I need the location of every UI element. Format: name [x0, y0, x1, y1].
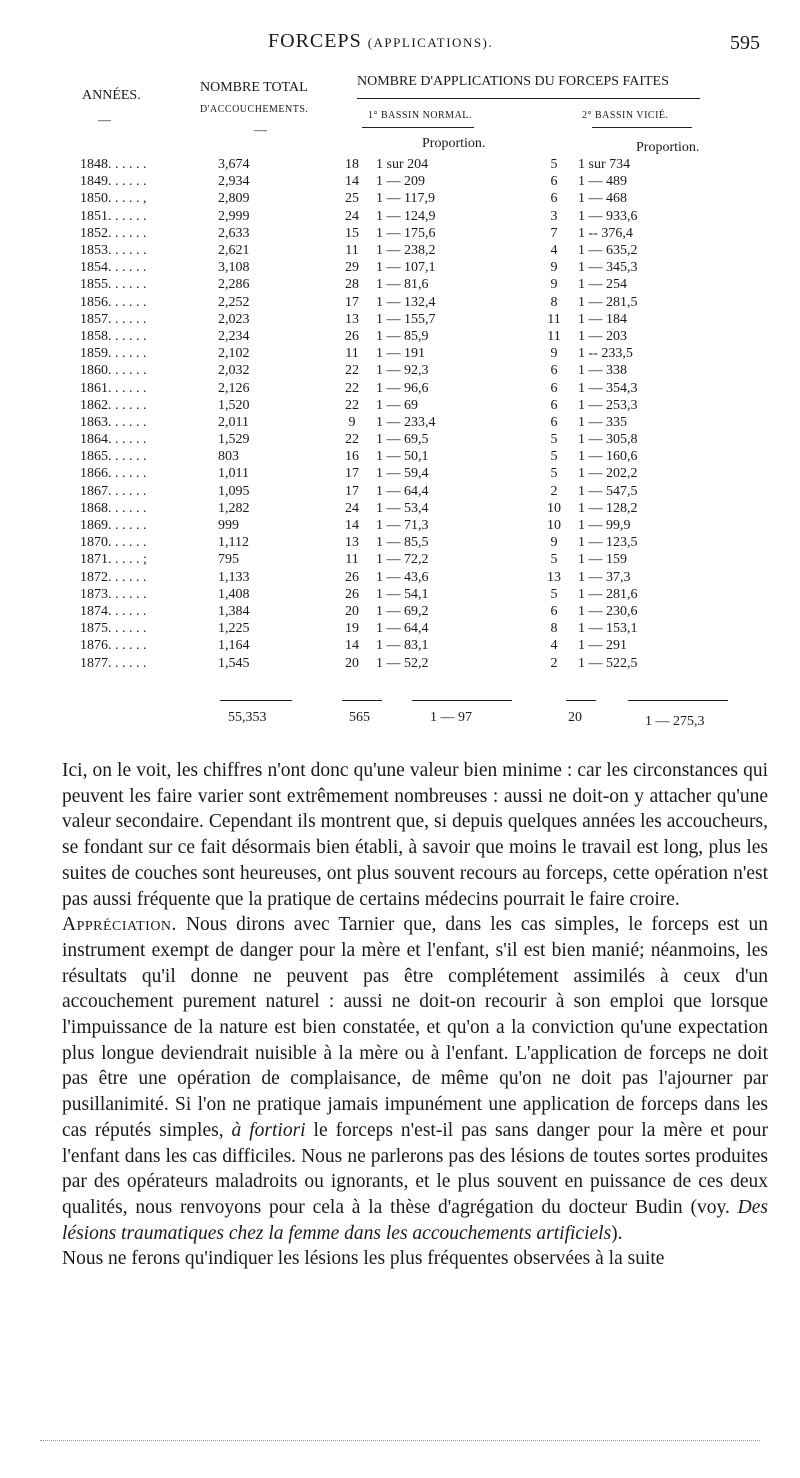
row-year: 1873. . . . . . [80, 586, 147, 602]
total-accouchements: 55,353 [228, 710, 267, 725]
row-total: 2,621 [218, 243, 250, 259]
row-normal-count: 22 [345, 363, 359, 379]
row-vicie-count: 11 [547, 328, 561, 344]
row-normal-count: 20 [345, 655, 359, 671]
paragraph-1 [62, 758, 768, 912]
row-vicie-count: 9 [550, 277, 558, 293]
table-row [80, 569, 688, 586]
total-rule-4 [566, 700, 596, 701]
table-row [80, 156, 688, 173]
row-total: 2,102 [218, 346, 250, 362]
row-total: 1,011 [218, 466, 249, 482]
row-normal-count: 25 [345, 191, 359, 207]
row-year: 1869. . . . . . [80, 518, 147, 534]
row-total: 803 [218, 449, 239, 465]
col-annees-label: ANNÉES. [82, 88, 141, 103]
row-normal-proportion: 1 — 233,4 [376, 414, 436, 430]
col-annees-dash: — [98, 112, 111, 127]
row-vicie-proportion: 1 — 254 [578, 277, 627, 293]
row-total: 2,809 [218, 191, 250, 207]
row-total: 1,384 [218, 603, 250, 619]
row-year: 1860. . . . . . [80, 363, 147, 379]
row-vicie-proportion: 1 — 230,6 [578, 603, 638, 619]
row-total: 795 [218, 552, 239, 568]
row-normal-count: 17 [345, 294, 359, 310]
row-normal-proportion: 1 — 238,2 [376, 243, 436, 259]
row-vicie-count: 10 [547, 500, 561, 516]
row-vicie-count: 6 [550, 174, 558, 190]
row-normal-count: 22 [345, 432, 359, 448]
row-vicie-proportion: 1 — 253,3 [578, 397, 638, 413]
running-head [0, 30, 800, 60]
row-year: 1850. . . . . , [80, 191, 147, 207]
row-normal-count: 28 [345, 277, 359, 293]
table-row [80, 208, 688, 225]
row-normal-count: 13 [345, 535, 359, 551]
table-row [80, 414, 688, 431]
row-normal-proportion: 1 — 209 [376, 174, 425, 190]
row-vicie-count: 5 [550, 449, 558, 465]
page-number: 595 [730, 32, 760, 54]
row-normal-proportion: 1 — 64,4 [376, 621, 429, 637]
row-normal-proportion: 1 — 132,4 [376, 294, 436, 310]
row-vicie-proportion: 1 -- 233,5 [578, 346, 633, 362]
total-normal-count: 565 [349, 710, 370, 725]
row-year: 1875. . . . . . [80, 621, 147, 637]
row-vicie-count: 5 [550, 586, 558, 602]
row-normal-proportion: 1 — 69,2 [376, 603, 429, 619]
table-row [80, 654, 688, 671]
table-row [80, 242, 688, 259]
table-body [80, 156, 688, 672]
row-normal-count: 17 [345, 466, 359, 482]
row-normal-count: 11 [345, 243, 359, 259]
row-vicie-proportion: 1 — 635,2 [578, 243, 638, 259]
row-vicie-proportion: 1 — 203 [578, 328, 627, 344]
table-row [80, 190, 688, 207]
row-normal-proportion: 1 — 72,2 [376, 552, 429, 568]
table-row [80, 534, 688, 551]
paragraph-1-text: Ici, on le voit, les chiffres n'ont donc qu'une valeur bien minime : car les circonstances qui peuvent les faire varier sont extrêmement nombreuses : aussi ne doit-on y attacher qu'une valeur secondaire. Cependant ils montrent que, si depuis quelques années les accoucheurs, se fondant sur ce fait désormais bien établi, à savoir que moins le travail est long, plus les suites de couches sont heureuses, ont plus souvent recours au forceps, cette opération n'est pas aussi fréquente que la pratique de certains médecins pourrait le faire croire. [62, 760, 768, 910]
total-normal-proportion: 1 — 97 [430, 710, 472, 725]
row-vicie-proportion: 1 — 305,8 [578, 432, 638, 448]
table-row [80, 620, 688, 637]
row-normal-proportion: 1 — 85,5 [376, 535, 429, 551]
row-year: 1863. . . . . . [80, 414, 147, 430]
row-vicie-count: 6 [550, 363, 558, 379]
row-vicie-count: 2 [550, 483, 558, 499]
row-vicie-proportion: 1 — 547,5 [578, 483, 638, 499]
row-normal-proportion: 1 — 69 [376, 397, 418, 413]
row-total: 2,023 [218, 311, 250, 327]
row-vicie-proportion: 1 sur 734 [578, 157, 631, 173]
row-vicie-proportion: 1 -- 376,4 [578, 225, 633, 241]
row-total: 3,108 [218, 260, 250, 276]
row-normal-proportion: 1 — 54,1 [376, 586, 429, 602]
row-vicie-count: 8 [550, 294, 558, 310]
table-row [80, 483, 688, 500]
paragraph-3-text: Nous ne ferons qu'indiquer les lésions les plus fréquentes observées à la suite [62, 1248, 665, 1270]
total-vicie-proportion: 1 — 275,3 [645, 714, 705, 729]
row-year: 1849. . . . . . [80, 174, 147, 190]
row-year: 1848. . . . . . [80, 157, 147, 173]
row-year: 1852. . . . . . [80, 225, 147, 241]
row-vicie-proportion: 1 — 335 [578, 414, 627, 430]
row-total: 2,252 [218, 294, 250, 310]
row-vicie-count: 6 [550, 414, 558, 430]
table-row [80, 173, 688, 190]
paragraph-2-text-c: ). [611, 1222, 623, 1244]
table-row [80, 311, 688, 328]
row-total: 1,408 [218, 586, 250, 602]
col-group-label: NOMBRE D'APPLICATIONS DU FORCEPS FAITES [357, 74, 669, 89]
row-normal-count: 14 [345, 638, 359, 654]
table-row [80, 500, 688, 517]
row-normal-count: 16 [345, 449, 359, 465]
row-total: 1,282 [218, 500, 250, 516]
row-vicie-proportion: 1 — 281,6 [578, 586, 638, 602]
row-normal-count: 17 [345, 483, 359, 499]
bottom-bleed-line [40, 1440, 760, 1441]
sub1-label: 1° BASSIN NORMAL. [368, 110, 472, 121]
row-vicie-count: 5 [550, 552, 558, 568]
row-vicie-count: 4 [550, 638, 558, 654]
row-normal-count: 11 [345, 552, 359, 568]
table-row [80, 276, 688, 293]
table-row [80, 465, 688, 482]
row-vicie-count: 13 [547, 569, 561, 585]
row-vicie-count: 9 [550, 260, 558, 276]
row-normal-count: 22 [345, 380, 359, 396]
row-total: 1,164 [218, 638, 250, 654]
row-vicie-proportion: 1 — 354,3 [578, 380, 638, 396]
row-total: 2,011 [218, 414, 249, 430]
row-vicie-count: 5 [550, 432, 558, 448]
row-year: 1853. . . . . . [80, 243, 147, 259]
row-vicie-count: 6 [550, 603, 558, 619]
row-vicie-count: 9 [550, 346, 558, 362]
row-total: 2,032 [218, 363, 250, 379]
row-total: 2,286 [218, 277, 250, 293]
row-normal-count: 18 [345, 157, 359, 173]
row-vicie-proportion: 1 — 160,6 [578, 449, 638, 465]
row-normal-count: 26 [345, 328, 359, 344]
row-total: 2,934 [218, 174, 250, 190]
row-normal-count: 15 [345, 225, 359, 241]
running-head-title-main: FORCEPS [268, 30, 362, 52]
row-normal-proportion: 1 — 52,2 [376, 655, 429, 671]
row-year: 1867. . . . . . [80, 483, 147, 499]
row-normal-count: 26 [345, 586, 359, 602]
row-normal-proportion: 1 — 64,4 [376, 483, 429, 499]
table-row [80, 431, 688, 448]
row-vicie-proportion: 1 — 128,2 [578, 500, 638, 516]
row-normal-proportion: 1 — 92,3 [376, 363, 429, 379]
sub1-rule [362, 127, 474, 128]
row-vicie-proportion: 1 — 99,9 [578, 518, 631, 534]
running-head-title [268, 30, 493, 53]
row-normal-proportion: 1 — 96,6 [376, 380, 429, 396]
row-normal-proportion: 1 — 59,4 [376, 466, 429, 482]
sub2-rule [592, 127, 692, 128]
row-total: 1,529 [218, 432, 250, 448]
total-rule-3 [412, 700, 512, 701]
row-vicie-count: 11 [547, 311, 561, 327]
row-normal-proportion: 1 — 83,1 [376, 638, 429, 654]
table-header [0, 70, 800, 160]
row-normal-proportion: 1 — 50,1 [376, 449, 429, 465]
row-year: 1876. . . . . . [80, 638, 147, 654]
row-normal-proportion: 1 — 191 [376, 346, 425, 362]
row-normal-count: 13 [345, 311, 359, 327]
row-vicie-proportion: 1 — 291 [578, 638, 627, 654]
row-vicie-proportion: 1 — 338 [578, 363, 627, 379]
table-row [80, 517, 688, 534]
row-year: 1855. . . . . . [80, 277, 147, 293]
row-total: 1,112 [218, 535, 249, 551]
row-vicie-proportion: 1 — 37,3 [578, 569, 631, 585]
total-rule-5 [628, 700, 728, 701]
row-total: 2,234 [218, 328, 250, 344]
row-normal-proportion: 1 — 124,9 [376, 208, 436, 224]
col-total-label-2: D'ACCOUCHEMENTS. [200, 104, 309, 115]
row-vicie-count: 6 [550, 191, 558, 207]
table-row [80, 379, 688, 396]
total-rule-1 [220, 700, 292, 701]
row-normal-proportion: 1 — 175,6 [376, 225, 436, 241]
row-normal-count: 11 [345, 346, 359, 362]
row-year: 1859. . . . . . [80, 346, 147, 362]
row-normal-proportion: 1 — 81,6 [376, 277, 429, 293]
row-year: 1868. . . . . . [80, 500, 147, 516]
row-vicie-count: 3 [550, 208, 558, 224]
row-year: 1854. . . . . . [80, 260, 147, 276]
row-total: 1,225 [218, 621, 250, 637]
row-vicie-count: 10 [547, 518, 561, 534]
row-normal-proportion: 1 — 107,1 [376, 260, 436, 276]
row-total: 2,999 [218, 208, 250, 224]
row-normal-proportion: 1 — 53,4 [376, 500, 429, 516]
paragraph-2-text-a: Nous dirons avec Tarnier que, dans les cas simples, le forceps est un instrument exempt de danger pour la mère et l'enfant, s'il est bien manié; néanmoins, les résultats qu'il donne ne peuvent pas être complétement assimilés à ceux d'un accouchement purement naturel : aussi ne doit-on recourir à son emploi que lorsque l'impuissance de la nature est bien constatée, et qu'on a la conviction qu'une expectation plus longue deviendrait nuisible à la mère ou à l'enfant. L'application de forceps ne doit pas être une opération de complaisance, de même qu'on ne doit pas l'ajourner par pusillanimité. Si l'on ne pratique jamais impunément une application de forceps dans les cas réputés simples, [62, 914, 768, 1141]
row-year: 1865. . . . . . [80, 449, 147, 465]
row-total: 2,633 [218, 225, 250, 241]
proportion1-label: Proportion. [422, 136, 486, 151]
row-vicie-proportion: 1 — 123,5 [578, 535, 638, 551]
row-total: 1,545 [218, 655, 250, 671]
body-text [62, 758, 768, 1272]
row-total: 999 [218, 518, 239, 534]
row-normal-proportion: 1 — 117,9 [376, 191, 435, 207]
table-row [80, 345, 688, 362]
row-year: 1872. . . . . . [80, 569, 147, 585]
table-row [80, 397, 688, 414]
table-row [80, 448, 688, 465]
row-vicie-proportion: 1 — 281,5 [578, 294, 638, 310]
row-total: 1,095 [218, 483, 250, 499]
table-row [80, 294, 688, 311]
row-year: 1871. . . . . ; [80, 552, 147, 568]
total-rule-2 [342, 700, 382, 701]
row-year: 1857. . . . . . [80, 311, 147, 327]
row-normal-count: 19 [345, 621, 359, 637]
row-normal-count: 26 [345, 569, 359, 585]
table-row [80, 225, 688, 242]
row-year: 1851. . . . . . [80, 208, 147, 224]
running-head-subtitle: (APPLICATIONS). [367, 35, 494, 50]
row-normal-proportion: 1 — 155,7 [376, 311, 436, 327]
row-vicie-count: 6 [550, 380, 558, 396]
table-row [80, 259, 688, 276]
row-total: 1,133 [218, 569, 250, 585]
row-total: 1,520 [218, 397, 250, 413]
row-vicie-proportion: 1 — 202,2 [578, 466, 638, 482]
row-vicie-proportion: 1 — 489 [578, 174, 627, 190]
row-year: 1874. . . . . . [80, 603, 147, 619]
row-normal-proportion: 1 — 69,5 [376, 432, 429, 448]
row-normal-count: 22 [345, 397, 359, 413]
paragraph-2 [62, 912, 768, 1246]
table-row [80, 328, 688, 345]
row-vicie-count: 8 [550, 621, 558, 637]
row-normal-proportion: 1 — 43,6 [376, 569, 429, 585]
row-vicie-proportion: 1 — 184 [578, 311, 627, 327]
row-total: 3,674 [218, 157, 250, 173]
row-year: 1870. . . . . . [80, 535, 147, 551]
row-normal-count: 24 [345, 500, 359, 516]
row-year: 1861. . . . . . [80, 380, 147, 396]
row-year: 1866. . . . . . [80, 466, 147, 482]
col-total-label-1: NOMBRE TOTAL [200, 80, 308, 95]
total-vicie-count: 20 [568, 710, 582, 725]
row-year: 1864. . . . . . [80, 432, 147, 448]
table-row [80, 551, 688, 568]
row-vicie-count: 4 [550, 243, 558, 259]
row-normal-count: 9 [348, 414, 356, 430]
row-normal-count: 14 [345, 174, 359, 190]
row-normal-proportion: 1 — 85,9 [376, 328, 429, 344]
paragraph-2-italic-title: Des lésions traumatiques chez la femme dans les accouchements artificiels [62, 1196, 768, 1244]
row-year: 1862. . . . . . [80, 397, 147, 413]
row-normal-count: 14 [345, 518, 359, 534]
row-normal-proportion: 1 — 71,3 [376, 518, 429, 534]
row-normal-count: 20 [345, 603, 359, 619]
row-vicie-count: 2 [550, 655, 558, 671]
table-row [80, 603, 688, 620]
col-total-dash: — [254, 122, 267, 137]
row-total: 2,126 [218, 380, 250, 396]
row-vicie-proportion: 1 — 345,3 [578, 260, 638, 276]
table-row [80, 586, 688, 603]
row-year: 1856. . . . . . [80, 294, 147, 310]
row-vicie-count: 6 [550, 397, 558, 413]
row-vicie-count: 7 [550, 225, 558, 241]
row-year: 1877. . . . . . [80, 655, 147, 671]
row-vicie-proportion: 1 — 153,1 [578, 621, 638, 637]
row-vicie-proportion: 1 — 159 [578, 552, 627, 568]
row-vicie-proportion: 1 — 522,5 [578, 655, 638, 671]
paragraph-2-italic-a-fortiori: à fortiori [231, 1119, 306, 1141]
row-normal-count: 29 [345, 260, 359, 276]
row-vicie-proportion: 1 — 468 [578, 191, 627, 207]
table-row [80, 637, 688, 654]
row-vicie-count: 5 [550, 466, 558, 482]
row-vicie-count: 9 [550, 535, 558, 551]
sub2-label: 2° BASSIN VICIÉ. [582, 110, 669, 121]
row-year: 1858. . . . . . [80, 328, 147, 344]
forceps-data-table [80, 156, 688, 672]
paragraph-3 [62, 1246, 768, 1272]
paragraph-2-text-b: le forceps n'est-il pas sans danger pour la mère et pour l'enfant dans les cas difficiles. Nous ne parlerons pas des lésions de toutes sortes produites par des opérateurs maladroits ou ignorants, et le plus souvent en puissance de ces deux qualités, nous renvoyons pour cela à la thèse d'agrégation du docteur Budin (voy. [62, 1119, 769, 1218]
table-row [80, 362, 688, 379]
row-normal-proportion: 1 sur 204 [376, 157, 429, 173]
row-normal-count: 24 [345, 208, 359, 224]
row-vicie-count: 5 [550, 157, 558, 173]
appreciation-heading: Appréciation. [62, 914, 177, 936]
proportion2-label: Proportion. [636, 140, 700, 155]
row-vicie-proportion: 1 — 933,6 [578, 208, 638, 224]
group-rule [357, 98, 700, 99]
